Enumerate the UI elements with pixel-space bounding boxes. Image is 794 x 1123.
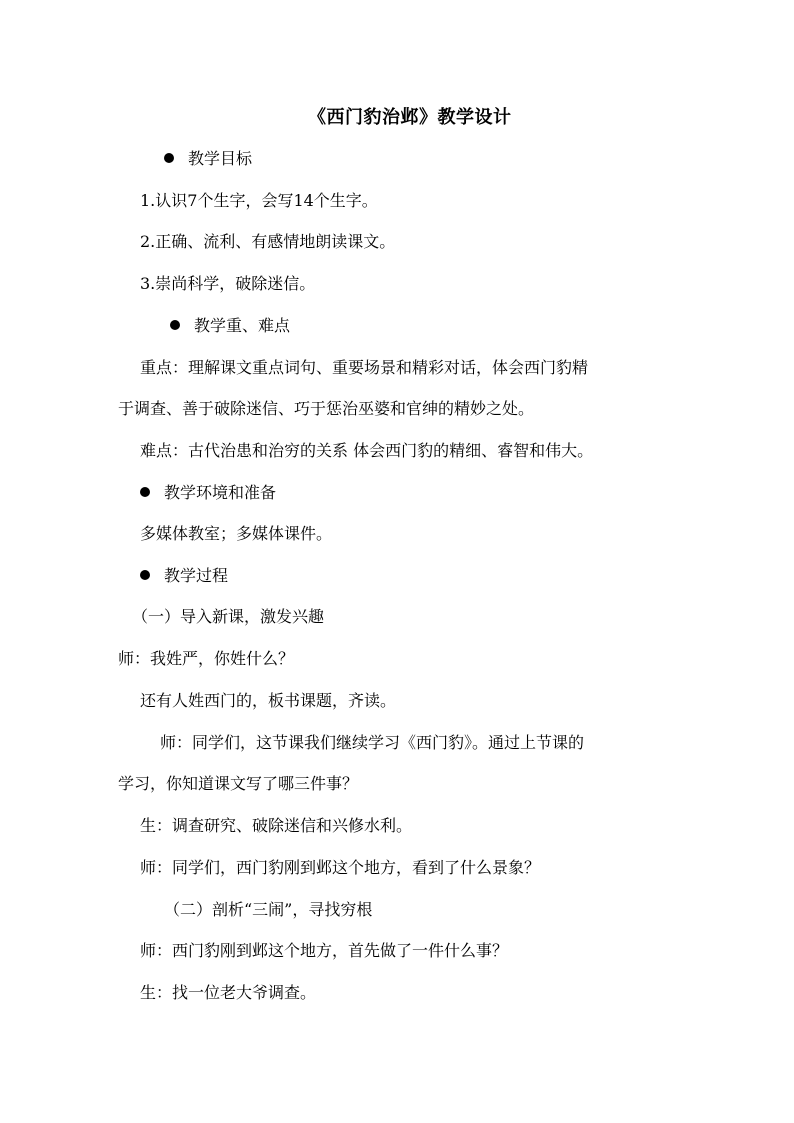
goal-item: 1.认识7个生字，会写14个生字。 [140, 191, 378, 210]
focus-text-line: 重点：理解课文重点词句、重要场景和精彩对话，体会西门豹精 [140, 358, 589, 377]
subsection-heading: （一）导入新课，激发兴趣 [132, 607, 325, 626]
bullet-icon [170, 320, 180, 330]
difficulty-text: 难点：古代治患和治穷的关系 体会西门豹的精细、睿智和伟大。 [140, 441, 594, 460]
environment-text: 多媒体教室；多媒体课件。 [140, 524, 333, 543]
heading-text: 教学重、难点 [194, 316, 291, 335]
document-title: 《西门豹治邺》教学设计 [308, 107, 512, 128]
dialogue-line: 还有人姓西门的，板书课题，齐读。 [140, 691, 397, 710]
section-heading-process [140, 564, 228, 588]
dialogue-line: 师：同学们，西门豹刚到邺这个地方，看到了什么景象？ [140, 858, 541, 877]
goal-item: 3.崇尚科学，破除迷信。 [140, 274, 316, 293]
heading-text: 教学目标 [188, 149, 253, 168]
heading-text: 教学过程 [164, 566, 229, 585]
section-heading-key-points [170, 314, 290, 338]
bullet-icon [140, 487, 150, 497]
section-heading-goals [164, 147, 252, 171]
subsection-heading: （二）剖析“三闹”，寻找穷根 [164, 900, 373, 919]
dialogue-line: 师：同学们，这节课我们继续学习《西门豹》。通过上节课的 [160, 733, 585, 752]
bullet-icon [164, 153, 174, 163]
focus-text-line: 于调查、善于破除迷信、巧于惩治巫婆和官绅的精妙之处。 [118, 399, 535, 418]
dialogue-line: 生：找一位老大爷调查。 [140, 983, 317, 1002]
section-heading-environment [140, 481, 276, 505]
dialogue-line: 学习，你知道课文写了哪三件事？ [118, 774, 359, 793]
bullet-icon [140, 570, 150, 580]
goal-item: 2.正确、流利、有感情地朗读课文。 [140, 232, 396, 251]
heading-text: 教学环境和准备 [164, 483, 277, 502]
dialogue-line: 师：我姓严，你姓什么？ [118, 649, 295, 668]
dialogue-line: 师：西门豹刚到邺这个地方，首先做了一件什么事？ [140, 941, 509, 960]
dialogue-line: 生：调查研究、破除迷信和兴修水利。 [140, 816, 413, 835]
